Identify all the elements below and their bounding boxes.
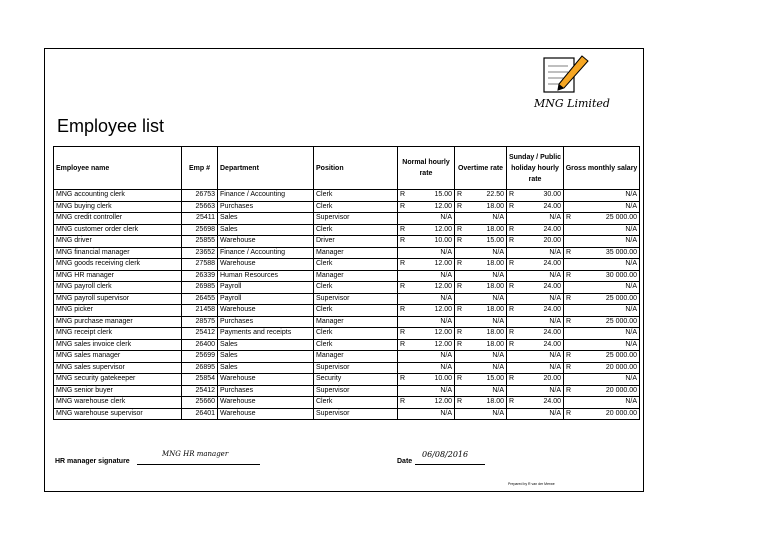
employee-name-cell: MNG credit controller (54, 213, 182, 225)
position-cell: Clerk (314, 201, 398, 213)
overtime-rate-cell: N/A (465, 293, 507, 305)
sunday-rate-currency: R (507, 190, 517, 202)
table-row (54, 374, 640, 386)
normal-rate-currency: R (398, 259, 408, 271)
sunday-rate-cell: N/A (517, 351, 564, 363)
sunday-rate-cell: 24.00 (517, 201, 564, 213)
gross-salary-cell: N/A (574, 282, 640, 294)
overtime-rate-cell: 18.00 (465, 224, 507, 236)
position-cell: Manager (314, 351, 398, 363)
sunday-rate-currency (507, 293, 517, 305)
normal-rate-currency: R (398, 374, 408, 386)
department-cell: Payroll (218, 293, 314, 305)
normal-rate-cell: 12.00 (408, 224, 455, 236)
emp-number-cell: 26455 (182, 293, 218, 305)
employee-table (53, 146, 640, 420)
emp-number-cell: 23652 (182, 247, 218, 259)
position-cell: Clerk (314, 224, 398, 236)
gross-salary-cell: 20 000.00 (574, 362, 640, 374)
overtime-rate-cell: 18.00 (465, 201, 507, 213)
gross-salary-cell: N/A (574, 339, 640, 351)
overtime-rate-currency: R (455, 259, 465, 271)
normal-rate-cell: 15.00 (408, 190, 455, 202)
table-row (54, 316, 640, 328)
table-row (54, 339, 640, 351)
table-row (54, 259, 640, 271)
department-cell: Sales (218, 224, 314, 236)
gross-salary-cell: 35 000.00 (574, 247, 640, 259)
table-row (54, 397, 640, 409)
gross-salary-currency: R (564, 270, 574, 282)
gross-salary-cell: N/A (574, 374, 640, 386)
normal-rate-currency: R (398, 328, 408, 340)
emp-number-cell: 26401 (182, 408, 218, 420)
normal-rate-currency (398, 362, 408, 374)
position-cell: Manager (314, 316, 398, 328)
department-cell: Warehouse (218, 305, 314, 317)
overtime-rate-currency: R (455, 305, 465, 317)
overtime-rate-cell: N/A (465, 316, 507, 328)
sunday-rate-cell: 24.00 (517, 339, 564, 351)
employee-name-cell: MNG payroll clerk (54, 282, 182, 294)
department-cell: Purchases (218, 201, 314, 213)
normal-rate-currency: R (398, 282, 408, 294)
department-cell: Purchases (218, 385, 314, 397)
gross-salary-currency (564, 190, 574, 202)
department-cell: Finance / Accounting (218, 247, 314, 259)
table-header-row (54, 147, 640, 190)
sunday-rate-cell: 20.00 (517, 374, 564, 386)
emp-number-cell: 26895 (182, 362, 218, 374)
overtime-rate-currency: R (455, 397, 465, 409)
gross-salary-currency (564, 397, 574, 409)
table-row (54, 224, 640, 236)
table-row (54, 270, 640, 282)
overtime-rate-currency (455, 385, 465, 397)
gross-salary-currency: R (564, 293, 574, 305)
sunday-rate-currency (507, 385, 517, 397)
position-cell: Clerk (314, 259, 398, 271)
sunday-rate-cell: N/A (517, 362, 564, 374)
normal-rate-cell: 12.00 (408, 201, 455, 213)
normal-rate-cell: N/A (408, 316, 455, 328)
overtime-rate-cell: N/A (465, 247, 507, 259)
overtime-rate-cell: 18.00 (465, 259, 507, 271)
gross-salary-currency (564, 224, 574, 236)
sunday-rate-currency: R (507, 236, 517, 248)
gross-salary-cell: N/A (574, 224, 640, 236)
sunday-rate-cell: 24.00 (517, 328, 564, 340)
normal-rate-currency (398, 351, 408, 363)
overtime-rate-currency: R (455, 282, 465, 294)
overtime-rate-cell: 18.00 (465, 339, 507, 351)
date-value: 06/08/2016 (422, 450, 469, 459)
gross-salary-currency (564, 259, 574, 271)
normal-rate-cell: 10.00 (408, 236, 455, 248)
normal-rate-cell: 12.00 (408, 282, 455, 294)
sunday-rate-currency: R (507, 374, 517, 386)
sunday-rate-cell: N/A (517, 408, 564, 420)
department-cell: Warehouse (218, 236, 314, 248)
gross-salary-currency: R (564, 316, 574, 328)
overtime-rate-cell: 18.00 (465, 305, 507, 317)
normal-rate-currency: R (398, 397, 408, 409)
normal-rate-cell: N/A (408, 213, 455, 225)
normal-rate-currency (398, 213, 408, 225)
sunday-rate-cell: 20.00 (517, 236, 564, 248)
overtime-rate-cell: N/A (465, 213, 507, 225)
sunday-rate-currency (507, 408, 517, 420)
overtime-rate-currency (455, 362, 465, 374)
gross-salary-currency (564, 339, 574, 351)
overtime-rate-currency: R (455, 339, 465, 351)
date-line (415, 464, 485, 465)
overtime-rate-currency (455, 293, 465, 305)
employee-name-cell: MNG senior buyer (54, 385, 182, 397)
sunday-rate-currency: R (507, 201, 517, 213)
table-row (54, 236, 640, 248)
gross-salary-cell: 25 000.00 (574, 293, 640, 305)
overtime-rate-currency: R (455, 328, 465, 340)
sunday-rate-cell: N/A (517, 213, 564, 225)
position-cell: Clerk (314, 397, 398, 409)
emp-number-cell: 26753 (182, 190, 218, 202)
department-cell: Human Resources (218, 270, 314, 282)
sunday-rate-currency: R (507, 339, 517, 351)
position-cell: Driver (314, 236, 398, 248)
overtime-rate-cell: N/A (465, 362, 507, 374)
normal-rate-cell: N/A (408, 270, 455, 282)
overtime-rate-currency: R (455, 201, 465, 213)
gross-salary-cell: 30 000.00 (574, 270, 640, 282)
table-body (54, 190, 640, 420)
table-row (54, 190, 640, 202)
table-row (54, 201, 640, 213)
gross-salary-currency: R (564, 213, 574, 225)
normal-rate-currency (398, 385, 408, 397)
emp-number-cell: 25660 (182, 397, 218, 409)
emp-number-cell: 25855 (182, 236, 218, 248)
gross-salary-cell: 20 000.00 (574, 385, 640, 397)
date-label: Date (397, 458, 413, 465)
emp-number-cell: 28575 (182, 316, 218, 328)
gross-salary-cell: N/A (574, 236, 640, 248)
table-row (54, 293, 640, 305)
overtime-rate-cell: 18.00 (465, 397, 507, 409)
sunday-rate-currency: R (507, 259, 517, 271)
emp-number-cell: 26985 (182, 282, 218, 294)
gross-salary-cell: 25 000.00 (574, 351, 640, 363)
page-title: Employee list (57, 116, 165, 136)
normal-rate-cell: 12.00 (408, 328, 455, 340)
employee-name-cell: MNG payroll supervisor (54, 293, 182, 305)
department-cell: Purchases (218, 316, 314, 328)
normal-rate-cell: N/A (408, 362, 455, 374)
position-cell: Clerk (314, 190, 398, 202)
emp-number-cell: 21458 (182, 305, 218, 317)
gross-salary-cell: N/A (574, 328, 640, 340)
emp-number-cell: 27588 (182, 259, 218, 271)
employee-name-cell: MNG buying clerk (54, 201, 182, 213)
department-cell: Warehouse (218, 259, 314, 271)
overtime-rate-cell: N/A (465, 351, 507, 363)
signature-value: MNG HR manager (162, 450, 229, 458)
sunday-rate-currency: R (507, 224, 517, 236)
sunday-rate-currency (507, 213, 517, 225)
normal-rate-currency (398, 293, 408, 305)
gross-salary-cell: N/A (574, 190, 640, 202)
gross-salary-cell: N/A (574, 259, 640, 271)
employee-name-cell: MNG warehouse supervisor (54, 408, 182, 420)
employee-name-cell: MNG HR manager (54, 270, 182, 282)
department-cell: Payments and receipts (218, 328, 314, 340)
position-cell: Supervisor (314, 362, 398, 374)
sunday-rate-currency: R (507, 282, 517, 294)
department-cell: Payroll (218, 282, 314, 294)
employee-name-cell: MNG accounting clerk (54, 190, 182, 202)
gross-salary-currency: R (564, 247, 574, 259)
sunday-rate-currency (507, 362, 517, 374)
sunday-rate-currency (507, 316, 517, 328)
employee-name-cell: MNG sales manager (54, 351, 182, 363)
position-cell: Clerk (314, 339, 398, 351)
department-cell: Warehouse (218, 374, 314, 386)
position-cell: Supervisor (314, 293, 398, 305)
position-cell: Clerk (314, 305, 398, 317)
header-normal-rate: Normal hourly rate (398, 147, 455, 190)
overtime-rate-currency: R (455, 374, 465, 386)
sunday-rate-cell: 24.00 (517, 224, 564, 236)
sunday-rate-currency (507, 270, 517, 282)
table-row (54, 213, 640, 225)
sunday-rate-cell: N/A (517, 385, 564, 397)
normal-rate-cell: N/A (408, 408, 455, 420)
sunday-rate-cell: N/A (517, 293, 564, 305)
employee-name-cell: MNG purchase manager (54, 316, 182, 328)
overtime-rate-cell: 15.00 (465, 374, 507, 386)
normal-rate-currency: R (398, 224, 408, 236)
sunday-rate-cell: 24.00 (517, 282, 564, 294)
sunday-rate-currency: R (507, 397, 517, 409)
gross-salary-cell: 25 000.00 (574, 316, 640, 328)
gross-salary-currency (564, 236, 574, 248)
normal-rate-currency: R (398, 190, 408, 202)
overtime-rate-currency (455, 316, 465, 328)
gross-salary-cell: N/A (574, 201, 640, 213)
gross-salary-currency: R (564, 351, 574, 363)
table-row (54, 282, 640, 294)
overtime-rate-cell: 22.50 (465, 190, 507, 202)
position-cell: Supervisor (314, 408, 398, 420)
department-cell: Warehouse (218, 397, 314, 409)
overtime-rate-cell: 15.00 (465, 236, 507, 248)
sunday-rate-cell: 24.00 (517, 259, 564, 271)
employee-name-cell: MNG receipt clerk (54, 328, 182, 340)
gross-salary-currency (564, 305, 574, 317)
gross-salary-cell: 25 000.00 (574, 213, 640, 225)
position-cell: Clerk (314, 328, 398, 340)
position-cell: Supervisor (314, 213, 398, 225)
overtime-rate-cell: N/A (465, 385, 507, 397)
employee-name-cell: MNG sales invoice clerk (54, 339, 182, 351)
normal-rate-cell: N/A (408, 351, 455, 363)
normal-rate-cell: 12.00 (408, 339, 455, 351)
emp-number-cell: 25412 (182, 385, 218, 397)
emp-number-cell: 26339 (182, 270, 218, 282)
table-row (54, 362, 640, 374)
table-row (54, 247, 640, 259)
normal-rate-cell: N/A (408, 247, 455, 259)
pencil-notepad-icon (538, 52, 594, 96)
sunday-rate-currency (507, 247, 517, 259)
gross-salary-cell: N/A (574, 397, 640, 409)
sunday-rate-cell: N/A (517, 247, 564, 259)
position-cell: Supervisor (314, 385, 398, 397)
table-row (54, 328, 640, 340)
gross-salary-currency (564, 282, 574, 294)
emp-number-cell: 25663 (182, 201, 218, 213)
normal-rate-cell: 10.00 (408, 374, 455, 386)
department-cell: Warehouse (218, 408, 314, 420)
overtime-rate-currency: R (455, 236, 465, 248)
department-cell: Sales (218, 362, 314, 374)
sunday-rate-cell: N/A (517, 270, 564, 282)
position-cell: Manager (314, 270, 398, 282)
sunday-rate-cell: 24.00 (517, 305, 564, 317)
header-position: Position (314, 147, 398, 190)
position-cell: Security (314, 374, 398, 386)
emp-number-cell: 25412 (182, 328, 218, 340)
gross-salary-cell: N/A (574, 305, 640, 317)
sunday-rate-currency: R (507, 328, 517, 340)
sunday-rate-currency: R (507, 305, 517, 317)
emp-number-cell: 26400 (182, 339, 218, 351)
normal-rate-cell: 12.00 (408, 397, 455, 409)
gross-salary-currency: R (564, 408, 574, 420)
overtime-rate-currency (455, 247, 465, 259)
gross-salary-currency (564, 374, 574, 386)
employee-name-cell: MNG warehouse clerk (54, 397, 182, 409)
table-row (54, 385, 640, 397)
overtime-rate-cell: 18.00 (465, 282, 507, 294)
normal-rate-currency: R (398, 201, 408, 213)
gross-salary-cell: 20 000.00 (574, 408, 640, 420)
normal-rate-cell: 12.00 (408, 305, 455, 317)
employee-name-cell: MNG goods receiving clerk (54, 259, 182, 271)
department-cell: Sales (218, 213, 314, 225)
normal-rate-cell: N/A (408, 385, 455, 397)
prepared-by: Prepared by R van der Merwe (508, 482, 555, 486)
normal-rate-cell: N/A (408, 293, 455, 305)
employee-name-cell: MNG financial manager (54, 247, 182, 259)
emp-number-cell: 25699 (182, 351, 218, 363)
department-cell: Sales (218, 339, 314, 351)
normal-rate-currency (398, 408, 408, 420)
gross-salary-currency (564, 328, 574, 340)
overtime-rate-currency (455, 213, 465, 225)
overtime-rate-currency (455, 351, 465, 363)
header-employee-name: Employee name (54, 147, 182, 190)
normal-rate-currency: R (398, 305, 408, 317)
overtime-rate-currency (455, 408, 465, 420)
gross-salary-currency: R (564, 362, 574, 374)
gross-salary-currency: R (564, 385, 574, 397)
position-cell: Clerk (314, 282, 398, 294)
overtime-rate-currency: R (455, 190, 465, 202)
overtime-rate-cell: N/A (465, 270, 507, 282)
normal-rate-currency (398, 316, 408, 328)
sunday-rate-cell: 30.00 (517, 190, 564, 202)
gross-salary-currency (564, 201, 574, 213)
normal-rate-cell: 12.00 (408, 259, 455, 271)
table-row (54, 408, 640, 420)
employee-name-cell: MNG security gatekeeper (54, 374, 182, 386)
normal-rate-currency (398, 270, 408, 282)
department-cell: Finance / Accounting (218, 190, 314, 202)
signature-label: HR manager signature (55, 458, 130, 465)
sunday-rate-cell: 24.00 (517, 397, 564, 409)
emp-number-cell: 25411 (182, 213, 218, 225)
sunday-rate-currency (507, 351, 517, 363)
header-department: Department (218, 147, 314, 190)
table-row (54, 305, 640, 317)
overtime-rate-cell: N/A (465, 408, 507, 420)
position-cell: Manager (314, 247, 398, 259)
table-row (54, 351, 640, 363)
overtime-rate-currency: R (455, 224, 465, 236)
employee-name-cell: MNG customer order clerk (54, 224, 182, 236)
employee-name-cell: MNG driver (54, 236, 182, 248)
employee-name-cell: MNG picker (54, 305, 182, 317)
overtime-rate-currency (455, 270, 465, 282)
header-overtime-rate: Overtime rate (455, 147, 507, 190)
company-name: MNG Limited (534, 97, 610, 110)
emp-number-cell: 25854 (182, 374, 218, 386)
department-cell: Sales (218, 351, 314, 363)
header-emp-number: Emp # (182, 147, 218, 190)
emp-number-cell: 25698 (182, 224, 218, 236)
overtime-rate-cell: 18.00 (465, 328, 507, 340)
header-gross-salary: Gross monthly salary (564, 147, 640, 190)
normal-rate-currency (398, 247, 408, 259)
normal-rate-currency: R (398, 339, 408, 351)
sunday-rate-cell: N/A (517, 316, 564, 328)
normal-rate-currency: R (398, 236, 408, 248)
signature-line (137, 464, 260, 465)
header-sunday-rate: Sunday / Public holiday hourly rate (507, 147, 564, 190)
employee-name-cell: MNG sales supervisor (54, 362, 182, 374)
